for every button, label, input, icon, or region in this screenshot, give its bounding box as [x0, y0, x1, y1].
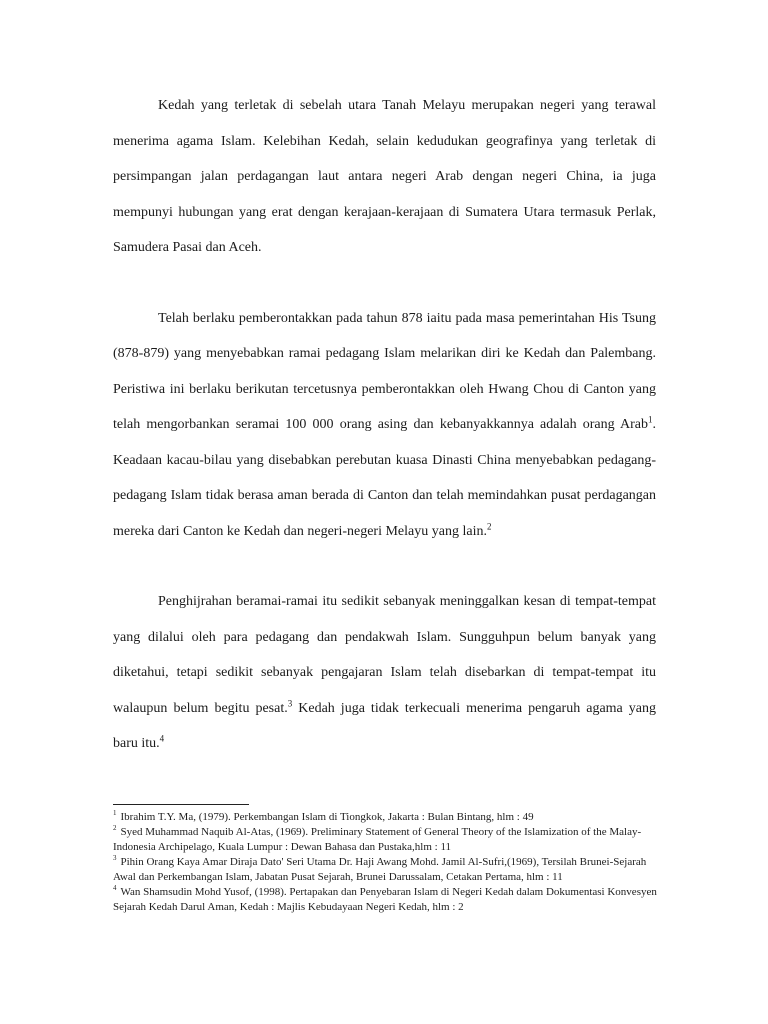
footnote-ref: 1 — [648, 414, 653, 425]
footnote — [113, 810, 658, 825]
footnote-ref: 3 — [287, 697, 293, 708]
paragraph — [113, 301, 656, 550]
footnote-text: Wan Shamsudin Mohd Yusof, (1998). Pertapakan dan Penyebaran Islam di Negeri Kedah dalam Dokumentasi Konvesyen Sejarah Kedah Darul Aman, Kedah : Majlis Kebudayaan Negeri Kedah, hlm : 2 — [113, 886, 657, 913]
footnote — [113, 825, 658, 855]
footnote-text: Syed Muhammad Naquib Al-Atas, (1969). Preliminary Statement of General Theory of the Islamization of the Malay-Indonesia Archipelago, Kuala Lumpur : Dewan Bahasa dan Pustaka,hlm : 11 — [113, 826, 642, 853]
footnote-ref: 2 — [486, 520, 492, 531]
footnote-text: Pihin Orang Kaya Amar Diraja Dato' Seri Utama Dr. Haji Awang Mohd. Jamil Al-Sufri,(1969), Tersilah Brunei-Sejarah Awal dan Perkembangan Islam, Jabatan Pusat Sejarah, Brunei Darussalam, Cetakan Pertama, hlm : 11 — [113, 856, 647, 883]
paragraph-text: Kedah juga tidak terkecuali menerima pengaruh agama yang baru itu. — [113, 700, 656, 751]
footnote — [113, 885, 658, 915]
footnote-number: 2 — [113, 824, 117, 833]
footnote-number: 1 — [113, 809, 117, 818]
paragraph-text: Telah berlaku pemberontakkan pada tahun 878 iaitu pada masa pemerintahan His Tsung (878-879) yang menyebabkan ramai pedagang Islam melarikan diri ke Kedah dan Palembang. Peristiwa ini berlaku berikutan tercetusnya pemberontakkan oleh Hwang Chou di Canton yang telah mengorbankan seramai 100 000 orang asing dan kebanyakkannya adalah orang Arab — [113, 310, 656, 432]
footnotes — [113, 810, 658, 915]
paragraph — [113, 584, 656, 762]
paragraph-text: Penghijrahan beramai-ramai itu sedikit sebanyak meninggalkan kesan di tempat-tempat yang dilalui oleh para pedagang dan pendakwah Islam. Sungguhpun belum banyak yang diketahui, tetapi sedikit sebanyak pengajaran Islam telah disebarkan di tempat-tempat itu walaupun belum begitu pesat. — [113, 594, 656, 716]
footnote-ref: 4 — [159, 733, 165, 744]
paragraph-text: . Keadaan kacau-bilau yang disebabkan perebutan kuasa Dinasti China menyebabkan pedagang-pedagang Islam tidak berasa aman berada di Canton dan telah memindahkan pusat perdagangan mereka dari Canton ke Kedah dan negeri-negeri Melayu yang lain. — [113, 417, 656, 539]
footnote-number: 3 — [113, 854, 117, 863]
paragraph-text: Kedah yang terletak di sebelah utara Tanah Melayu merupakan negeri yang terawal menerima agama Islam. Kelebihan Kedah, selain kedudukan geografinya yang terletak di persimpangan jalan perdagangan laut antara negeri Arab dengan negeri China, ia juga mempunyi hubungan yang erat dengan kerajaan-kerajaan di Sumatera Utara termasuk Perlak, Samudera Pasai dan Aceh. — [113, 98, 656, 255]
footnote-number: 4 — [113, 884, 117, 893]
body-text — [113, 88, 656, 797]
footnote — [113, 855, 658, 885]
paragraph — [113, 88, 656, 266]
footnote-text: Ibrahim T.Y. Ma, (1979). Perkembangan Islam di Tiongkok, Jakarta : Bulan Bintang, hlm : 49 — [120, 811, 534, 823]
footnote-separator — [113, 804, 249, 805]
